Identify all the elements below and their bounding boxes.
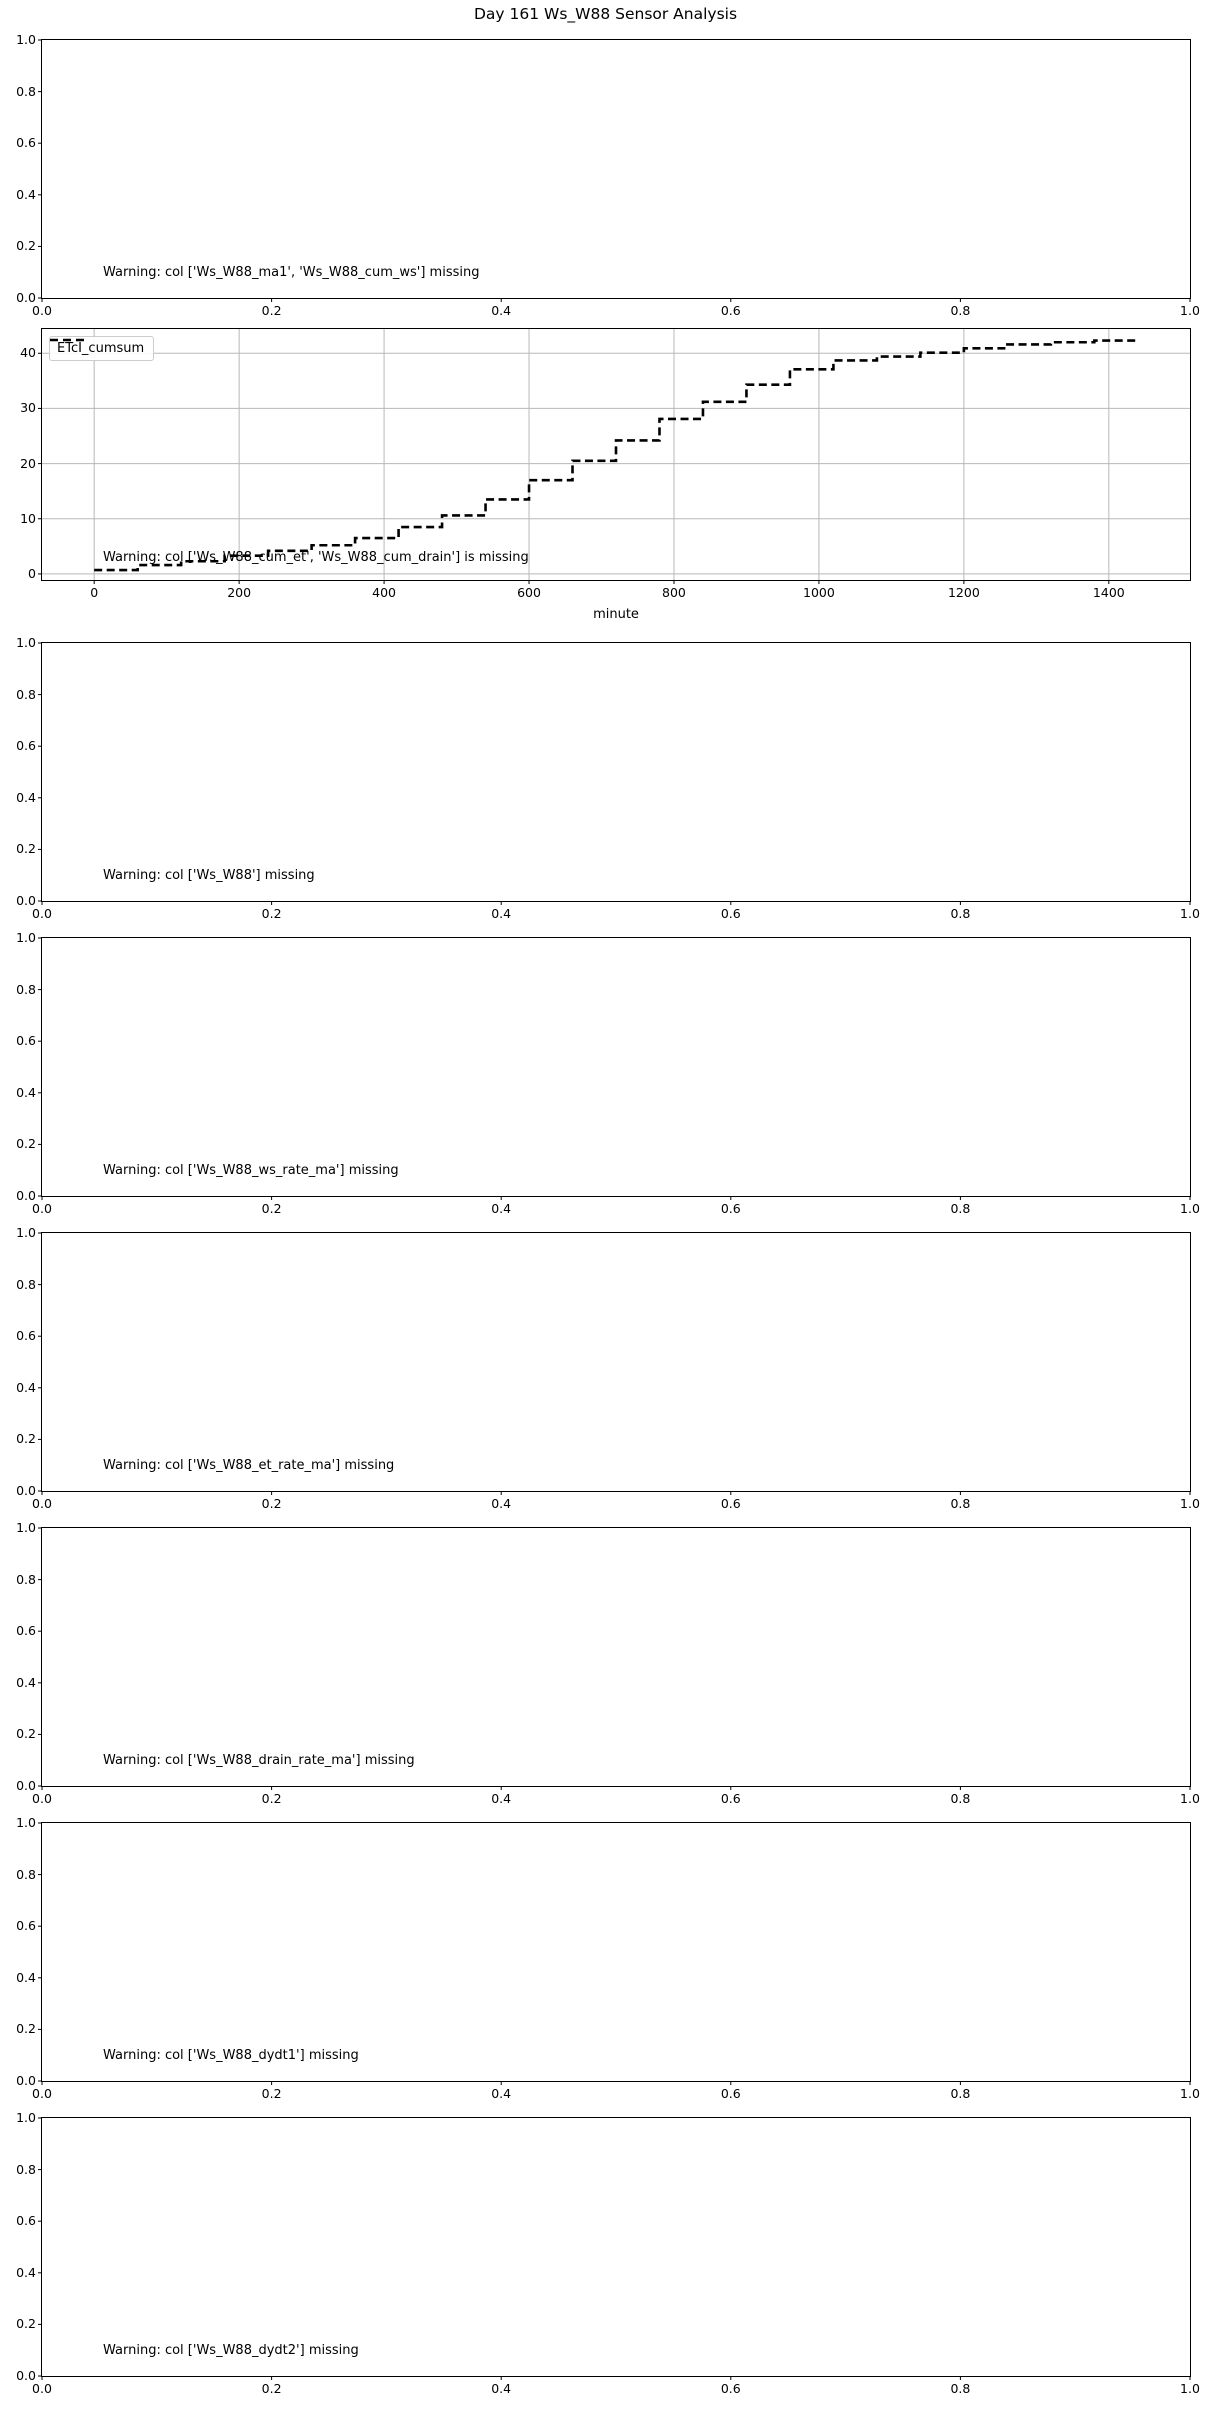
x-tick-label: 0.0 [32, 906, 52, 921]
y-tick-label: 40 [20, 345, 36, 361]
x-tick-label: 0.4 [491, 1201, 512, 1216]
x-tick-label: 1.0 [1180, 1496, 1200, 1511]
subplot-5-canvas [42, 1233, 1190, 1491]
figure-title: Day 161 Ws_W88 Sensor Analysis [473, 5, 738, 23]
x-tick-label: 0.0 [32, 1791, 52, 1806]
x-axis-label: minute [593, 607, 639, 622]
subplot-2-etci-cumsum [20, 328, 1191, 622]
x-tick-label: 0.4 [491, 1496, 512, 1511]
x-tick-label: 0.6 [720, 2381, 741, 2396]
x-tick-label: 0.2 [261, 906, 282, 921]
y-tick-label: 0.6 [16, 738, 36, 754]
y-tick-label: 0.4 [16, 2264, 36, 2280]
x-tick-label: 0.4 [491, 303, 512, 318]
subplot-1-cum-ws [16, 32, 1200, 318]
y-tick-label: 0.8 [16, 981, 36, 997]
legend-label: ETcI_cumsum [57, 341, 145, 356]
x-tick-label: 1000 [803, 585, 835, 600]
subplot-3-ws [16, 635, 1200, 921]
subplot-4-ws-rate [16, 930, 1200, 1216]
legend [49, 336, 154, 361]
y-tick-label: 0.2 [16, 238, 36, 254]
y-tick-label: 0.2 [16, 2316, 36, 2332]
y-tick-label: 1.0 [16, 2110, 36, 2125]
x-tick-label: 0.8 [950, 1496, 971, 1511]
x-tick-label: 0.6 [720, 1791, 741, 1806]
x-tick-label: 1.0 [1180, 2086, 1200, 2101]
y-tick-label: 0.0 [16, 1483, 36, 1498]
x-tick-label: 0.2 [261, 2381, 282, 2396]
subplot-8-dydt2 [16, 2110, 1200, 2396]
x-tick-label: 0.4 [491, 906, 512, 921]
x-tick-label: 0.2 [261, 1201, 282, 1216]
subplot-7-dydt1 [16, 1815, 1200, 2101]
y-tick-label: 1.0 [16, 32, 36, 47]
subplot-6-canvas [42, 1528, 1190, 1786]
y-tick-label: 0.2 [16, 1136, 36, 1152]
x-tick-label: 1.0 [1180, 906, 1200, 921]
series-ETcI_cumsum [94, 341, 1137, 570]
warning-text: Warning: col ['Ws_W88_cum_et', 'Ws_W88_cum_drain'] is missing [103, 550, 529, 565]
x-tick-label: 1400 [1092, 585, 1125, 600]
y-tick-label: 0.4 [16, 1674, 36, 1690]
y-tick-label: 0.0 [16, 290, 36, 305]
y-tick-label: 0.0 [16, 1778, 36, 1793]
y-tick-label: 30 [20, 400, 36, 416]
y-tick-label: 10 [20, 510, 36, 526]
y-tick-label: 0.8 [16, 83, 36, 99]
warning-text: Warning: col ['Ws_W88_et_rate_ma'] missing [103, 1458, 395, 1473]
x-tick-label: 0.6 [720, 906, 741, 921]
y-tick-label: 0.6 [16, 1623, 36, 1639]
y-tick-label: 20 [20, 455, 36, 471]
x-tick-label: 1200 [947, 585, 980, 600]
x-tick-label: 200 [227, 585, 252, 600]
subplot-7-canvas [42, 1823, 1190, 2081]
x-tick-label: 1.0 [1180, 1201, 1200, 1216]
y-tick-label: 0.0 [16, 2073, 36, 2088]
x-tick-label: 0.2 [261, 1791, 282, 1806]
y-tick-label: 0.8 [16, 686, 36, 702]
y-tick-label: 0.0 [16, 2368, 36, 2383]
x-tick-label: 0 [90, 585, 99, 600]
y-tick-label: 0.8 [16, 1866, 36, 1882]
x-tick-label: 0.6 [720, 2086, 741, 2101]
warning-text: Warning: col ['Ws_W88_ws_rate_ma'] missing [103, 1163, 399, 1178]
y-tick-label: 0.4 [16, 186, 36, 202]
y-tick-label: 1.0 [16, 635, 36, 650]
x-tick-label: 1.0 [1180, 2381, 1200, 2396]
x-tick-label: 0.0 [32, 2381, 52, 2396]
x-tick-label: 0.2 [261, 2086, 282, 2101]
x-tick-label: 0.8 [950, 2381, 971, 2396]
x-tick-label: 600 [517, 585, 541, 600]
x-tick-label: 0.6 [720, 303, 741, 318]
warning-text: Warning: col ['Ws_W88'] missing [103, 868, 315, 883]
y-tick-label: 0.2 [16, 841, 36, 857]
warning-text: Warning: col ['Ws_W88_dydt2'] missing [103, 2343, 359, 2358]
x-tick-label: 0.2 [261, 1496, 282, 1511]
x-tick-label: 0.6 [720, 1201, 741, 1216]
y-tick-label: 0.6 [16, 1918, 36, 1934]
y-tick-label: 1.0 [16, 1815, 36, 1830]
y-tick-label: 0.6 [16, 1033, 36, 1049]
x-tick-label: 0.0 [32, 2086, 52, 2101]
y-tick-label: 0.8 [16, 2161, 36, 2177]
y-tick-label: 0.6 [16, 135, 36, 151]
x-tick-label: 0.8 [950, 2086, 971, 2101]
x-tick-label: 0.0 [32, 303, 52, 318]
x-tick-label: 0.4 [491, 1791, 512, 1806]
x-tick-label: 1.0 [1180, 303, 1200, 318]
warning-text: Warning: col ['Ws_W88_dydt1'] missing [103, 2048, 359, 2063]
y-tick-label: 0.2 [16, 1431, 36, 1447]
x-tick-label: 0.8 [950, 1791, 971, 1806]
subplot-8-canvas [42, 2118, 1190, 2376]
y-tick-label: 0.4 [16, 789, 36, 805]
y-tick-label: 0.0 [16, 893, 36, 908]
y-tick-label: 0.6 [16, 2213, 36, 2229]
x-tick-label: 800 [662, 585, 686, 600]
x-tick-label: 400 [372, 585, 396, 600]
subplot-3-canvas [42, 643, 1190, 901]
y-tick-label: 0.2 [16, 2021, 36, 2037]
warning-text: Warning: col ['Ws_W88_ma1', 'Ws_W88_cum_ws'] missing [103, 265, 480, 280]
y-tick-label: 1.0 [16, 1225, 36, 1240]
x-tick-label: 0.0 [32, 1201, 52, 1216]
y-tick-label: 0.6 [16, 1328, 36, 1344]
y-tick-label: 0.8 [16, 1276, 36, 1292]
subplot-5-et-rate [16, 1225, 1200, 1511]
y-tick-label: 0.4 [16, 1084, 36, 1100]
x-tick-label: 0.8 [950, 1201, 971, 1216]
y-tick-label: 0.2 [16, 1726, 36, 1742]
y-tick-label: 1.0 [16, 1520, 36, 1535]
x-tick-label: 0.8 [950, 303, 971, 318]
subplot-6-drain-rate [16, 1520, 1200, 1806]
x-tick-label: 0.8 [950, 906, 971, 921]
y-tick-label: 0.0 [16, 1188, 36, 1203]
x-tick-label: 0.4 [491, 2086, 512, 2101]
y-tick-label: 0.8 [16, 1571, 36, 1587]
x-tick-label: 1.0 [1180, 1791, 1200, 1806]
x-tick-label: 0.2 [261, 303, 282, 318]
x-tick-label: 0.4 [491, 2381, 512, 2396]
subplot-4-canvas [42, 938, 1190, 1196]
subplot-1-canvas [42, 40, 1190, 298]
subplot-2-canvas [42, 329, 1190, 580]
x-tick-label: 0.0 [32, 1496, 52, 1511]
warning-text: Warning: col ['Ws_W88_drain_rate_ma'] missing [103, 1753, 415, 1768]
y-tick-label: 1.0 [16, 930, 36, 945]
y-tick-label: 0.4 [16, 1969, 36, 1985]
x-tick-label: 0.6 [720, 1496, 741, 1511]
y-tick-label: 0.4 [16, 1379, 36, 1395]
dashed-line-icon [50, 337, 84, 343]
y-tick-label: 0 [28, 565, 36, 581]
